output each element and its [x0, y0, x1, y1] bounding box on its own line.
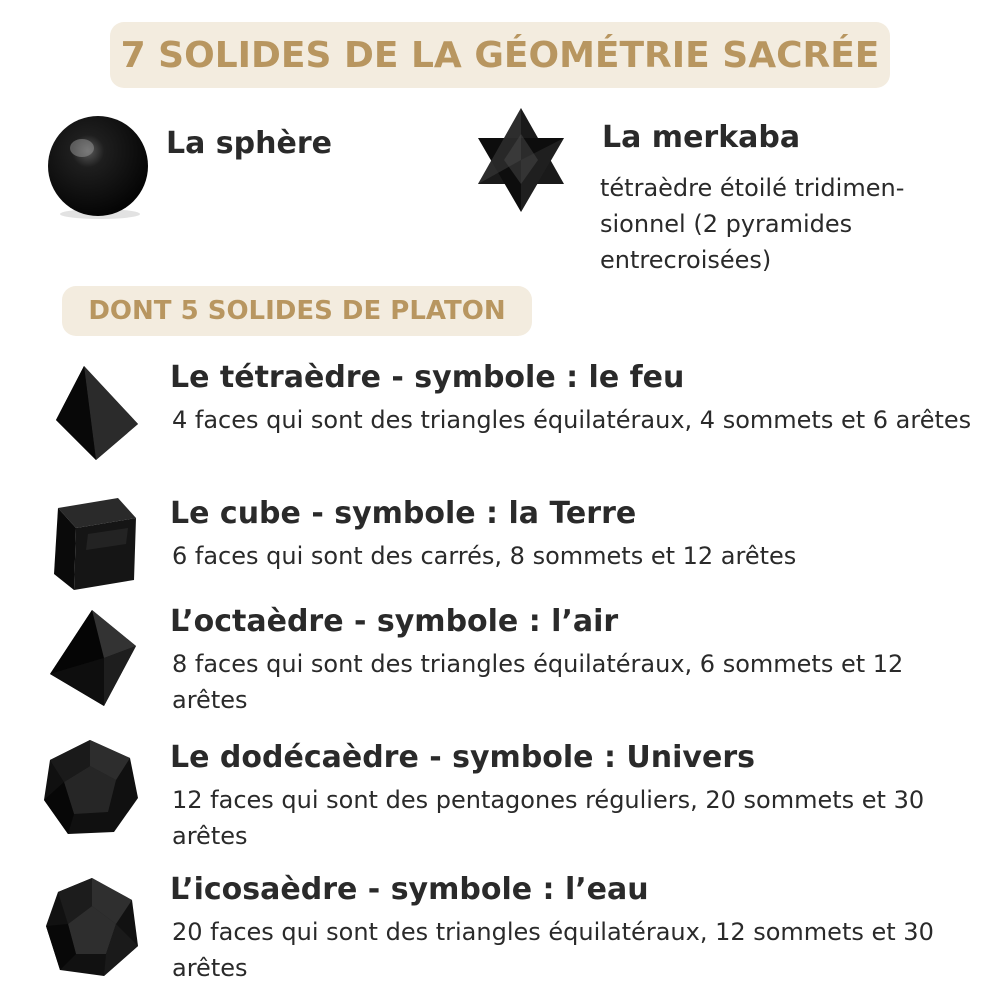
- platon-section-header: DONT 5 SOLIDES DE PLATON: [62, 286, 532, 336]
- merkaba-description: [600, 170, 980, 278]
- octahedron-stone-icon: [44, 606, 140, 710]
- dodecahedron-stone-icon: [38, 736, 142, 840]
- octahedron-description: 8 faces qui sont des triangles équilatéraux, 6 sommets et 12 arêtes: [172, 650, 904, 714]
- dodecahedron-description: 12 faces qui sont des pentagones réguliers, 20 sommets et 30 arêtes: [172, 786, 925, 850]
- icosahedron-title: L’icosaèdre - symbole : l’eau: [170, 872, 649, 907]
- page-title: 7 SOLIDES DE LA GÉOMÉTRIE SACRÉE: [110, 22, 890, 88]
- sphere-stone-icon: [42, 110, 154, 222]
- merkaba-title: La merkaba: [602, 120, 801, 155]
- dodecahedron-title: Le dodécaèdre - symbole : Univers: [170, 740, 755, 775]
- cube-stone-icon: [48, 494, 142, 594]
- tetrahedron-stone-icon: [52, 360, 142, 464]
- merkaba-desc-line: sionnel (2 pyramides: [600, 210, 853, 238]
- cube-title: Le cube - symbole : la Terre: [170, 496, 637, 531]
- octahedron-title: L’octaèdre - symbole : l’air: [170, 604, 619, 639]
- sphere-title: La sphère: [166, 126, 332, 161]
- icosahedron-description: 20 faces qui sont des triangles équilatéraux, 12 sommets et 30 arêtes: [172, 918, 934, 982]
- cube-description: 6 faces qui sont des carrés, 8 sommets et 12 arêtes: [172, 542, 797, 570]
- tetrahedron-description: 4 faces qui sont des triangles équilatéraux, 4 sommets et 6 arêtes: [172, 406, 972, 434]
- merkaba-desc-line: entrecroisées): [600, 246, 772, 274]
- merkaba-stone-icon: [468, 104, 574, 220]
- merkaba-desc-line: tétraèdre étoilé tridimen-: [600, 174, 905, 202]
- tetrahedron-title: Le tétraèdre - symbole : le feu: [170, 360, 685, 395]
- icosahedron-stone-icon: [42, 874, 142, 980]
